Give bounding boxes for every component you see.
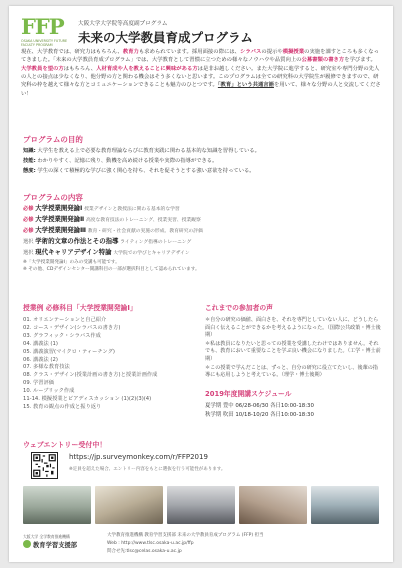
course-item: 必修 大学授業開発論Ⅰ 授業デザインと教授法に関わる基本的な学習 [23, 204, 180, 212]
footer-contact [107, 532, 264, 556]
flyer-page [9, 6, 393, 562]
lesson-item: 10. ルーブリック作成 [23, 388, 75, 395]
logo-mark: FFP [21, 14, 64, 39]
footer-web-link[interactable]: Web : http://www.tlsc.osaka-u.ac.jp/ffp [107, 541, 194, 546]
voice-item: ＊この授業で学んだことは、ずっと、自分の研究に役立てたいし、後輩の指導にも応用しようと考えている。（理学・博士後期） [205, 364, 378, 379]
course-note: ※「大学授業開発論Ⅰ」のみの受講も可能です。 [23, 259, 120, 265]
intro-paragraph: 現在、大学教育では、研究力はもちろん、教育力も求められています。採用面接の際には、シラバスの提示や模擬授業の実施を課すところも多くなってきました。「未来の大学教員育成プログラム」では、大学教育として習慣に立つための様々なノウハウや品質向上の公募書類の書き方を学びます。大学教員を望の方はもちろん、人材育成や人を教えることに興味がある方は是非お越しください。また大学院に進学すると、研究室や専門分野の先人の人との接点は少なくなり、他分野の方と関わる機会はそう多くないと思います。このプログラムは全ての研究科の大学院生が履修できますので、研究科の枠を越えて様々な方とコミュニケーションできることも魅力のひとつです。「教育」という共通言語を用いて、様々な分野の人と交流してください！ [21, 49, 381, 97]
goals-heading: プログラムの目的 [23, 135, 83, 144]
lesson-item: 06. 講義法 (2) [23, 356, 58, 363]
lesson-item: 04. 講義法 (1) [23, 340, 58, 347]
participant-voices [205, 302, 381, 420]
lesson-example [23, 302, 193, 412]
org-logo-icon [23, 540, 31, 548]
lesson-item: 02. コース・デザイン(シラバスの書き方) [23, 324, 121, 331]
footer-logo [23, 534, 103, 549]
classroom-photo [167, 486, 235, 524]
photo-strip [23, 486, 379, 524]
course-list [23, 204, 381, 273]
pre-title: 大阪大学大学院等高度副プログラム [78, 21, 168, 27]
schedule-heading: 2019年度開講スケジュール [205, 389, 292, 398]
lesson-item: 03. グラフィック・シラバス作成 [23, 332, 101, 339]
web-entry-heading: ウェブエントリー受付中！ [23, 441, 107, 449]
lesson-item: 11-14. 模擬授業とピアディスカッション (1)(2)(3)(4) [23, 396, 152, 403]
course-item: 選択 現代キャリアデザイン特論 大学院での学びとキャリアデザイン [23, 247, 190, 256]
lesson-item: 08. クラス・デザイン(授業計画の書き方)と授業計画作成 [23, 372, 158, 379]
voice-item: ＊私は教員になりたいと思っての授業を受講したわけではありません。それでも、教育において重要なことを学ぶ良い機会になりました。（工学・博士前期） [205, 340, 381, 362]
contents-heading: プログラムの内容 [23, 193, 83, 202]
entry-note: ※定員を超えた場合、エントリー内容をもとに選抜を行う可能性があります。 [69, 467, 226, 472]
classroom-photo [23, 486, 91, 524]
goal-item: 技能: わかりやすく、記憶に残り、動機を高め続ける授業や実際の指導ができる。 [23, 158, 218, 164]
footer-email-link[interactable]: 問合せ先:tlsc@celas.osaka-u.ac.jp [107, 549, 182, 554]
entry-url-link[interactable]: https://jp.surveymonkey.com/r/FFP2019 [69, 453, 208, 461]
course-item: 必修 大学授業開発論Ⅲ 教育・研究・社会貢献の実施の形成、教育研究の評価 [23, 225, 203, 234]
classroom-photo [239, 486, 307, 524]
course-item: 必修 大学授業開発論Ⅱ 高度な教育技法のトレーニング、授業実習、授業観察 [23, 214, 201, 223]
classroom-photo [95, 486, 163, 524]
goals-list [23, 146, 379, 176]
course-note: ※ その他、CDデザインセンター開講科目の一部が選択科目として認められています。 [23, 266, 200, 272]
schedule-row: 秋学期 吹田 10/18-10/20 各日10:00-18:30 [205, 411, 314, 418]
footer-org-small: 大阪大学 全学教育推進機構 [23, 534, 70, 539]
course-item: 選択 学術的文章の作法とその指導 ライティング指導のトレーニング [23, 236, 192, 245]
lesson-item: 05. 講義演習(マイクロ・ティーチング) [23, 348, 115, 355]
qr-code-icon[interactable] [31, 452, 58, 479]
ffp-logo [21, 16, 73, 47]
voice-item: ＊自分の研究の価値、面白さを、それを専門としていない人に、どうしたら面白く伝えることができるかを考えるようになった。（国際公共政策・博士後期） [205, 317, 381, 339]
schedule-row: 夏学期 豊中 06/28-06/30 各日10:00-18:30 [205, 402, 314, 409]
page-title: 未来の大学教員育成プログラム [78, 30, 253, 45]
logo-subtitle: OSAKA UNIVERSITY FUTURE FACULTY PROGRAM [21, 39, 68, 48]
footer-line: 大学教育推進機構 教育学習支援部 未来の大学教員育成プログラム (FFP) 担当 [107, 533, 264, 538]
goal-item: 知識: 大学生を教える上で必要な教育理論ならびに教育実践に関わる基本的な知識を習得している。 [23, 148, 260, 154]
lesson-item: 15. 教育の観点の作成と振り返り [23, 403, 102, 410]
footer-org-name: 教育学習支援部 [33, 542, 78, 549]
lesson-item: 01. オリエンテーションと自己紹介 [23, 317, 107, 323]
lesson-item: 09. 学習評価 [23, 380, 55, 387]
lesson-item: 07. 多様な教育技法 [23, 364, 70, 371]
voices-heading: これまでの参加者の声 [205, 304, 273, 312]
lesson-heading: 授業例 必修科目「大学授業開発論Ⅰ」 [23, 304, 137, 312]
goal-item: 態度: 学生の深くて積極的な学びに強く関心を持ち、それを促そうとする強い意欲を持っている。 [23, 168, 255, 174]
classroom-photo [311, 486, 379, 524]
